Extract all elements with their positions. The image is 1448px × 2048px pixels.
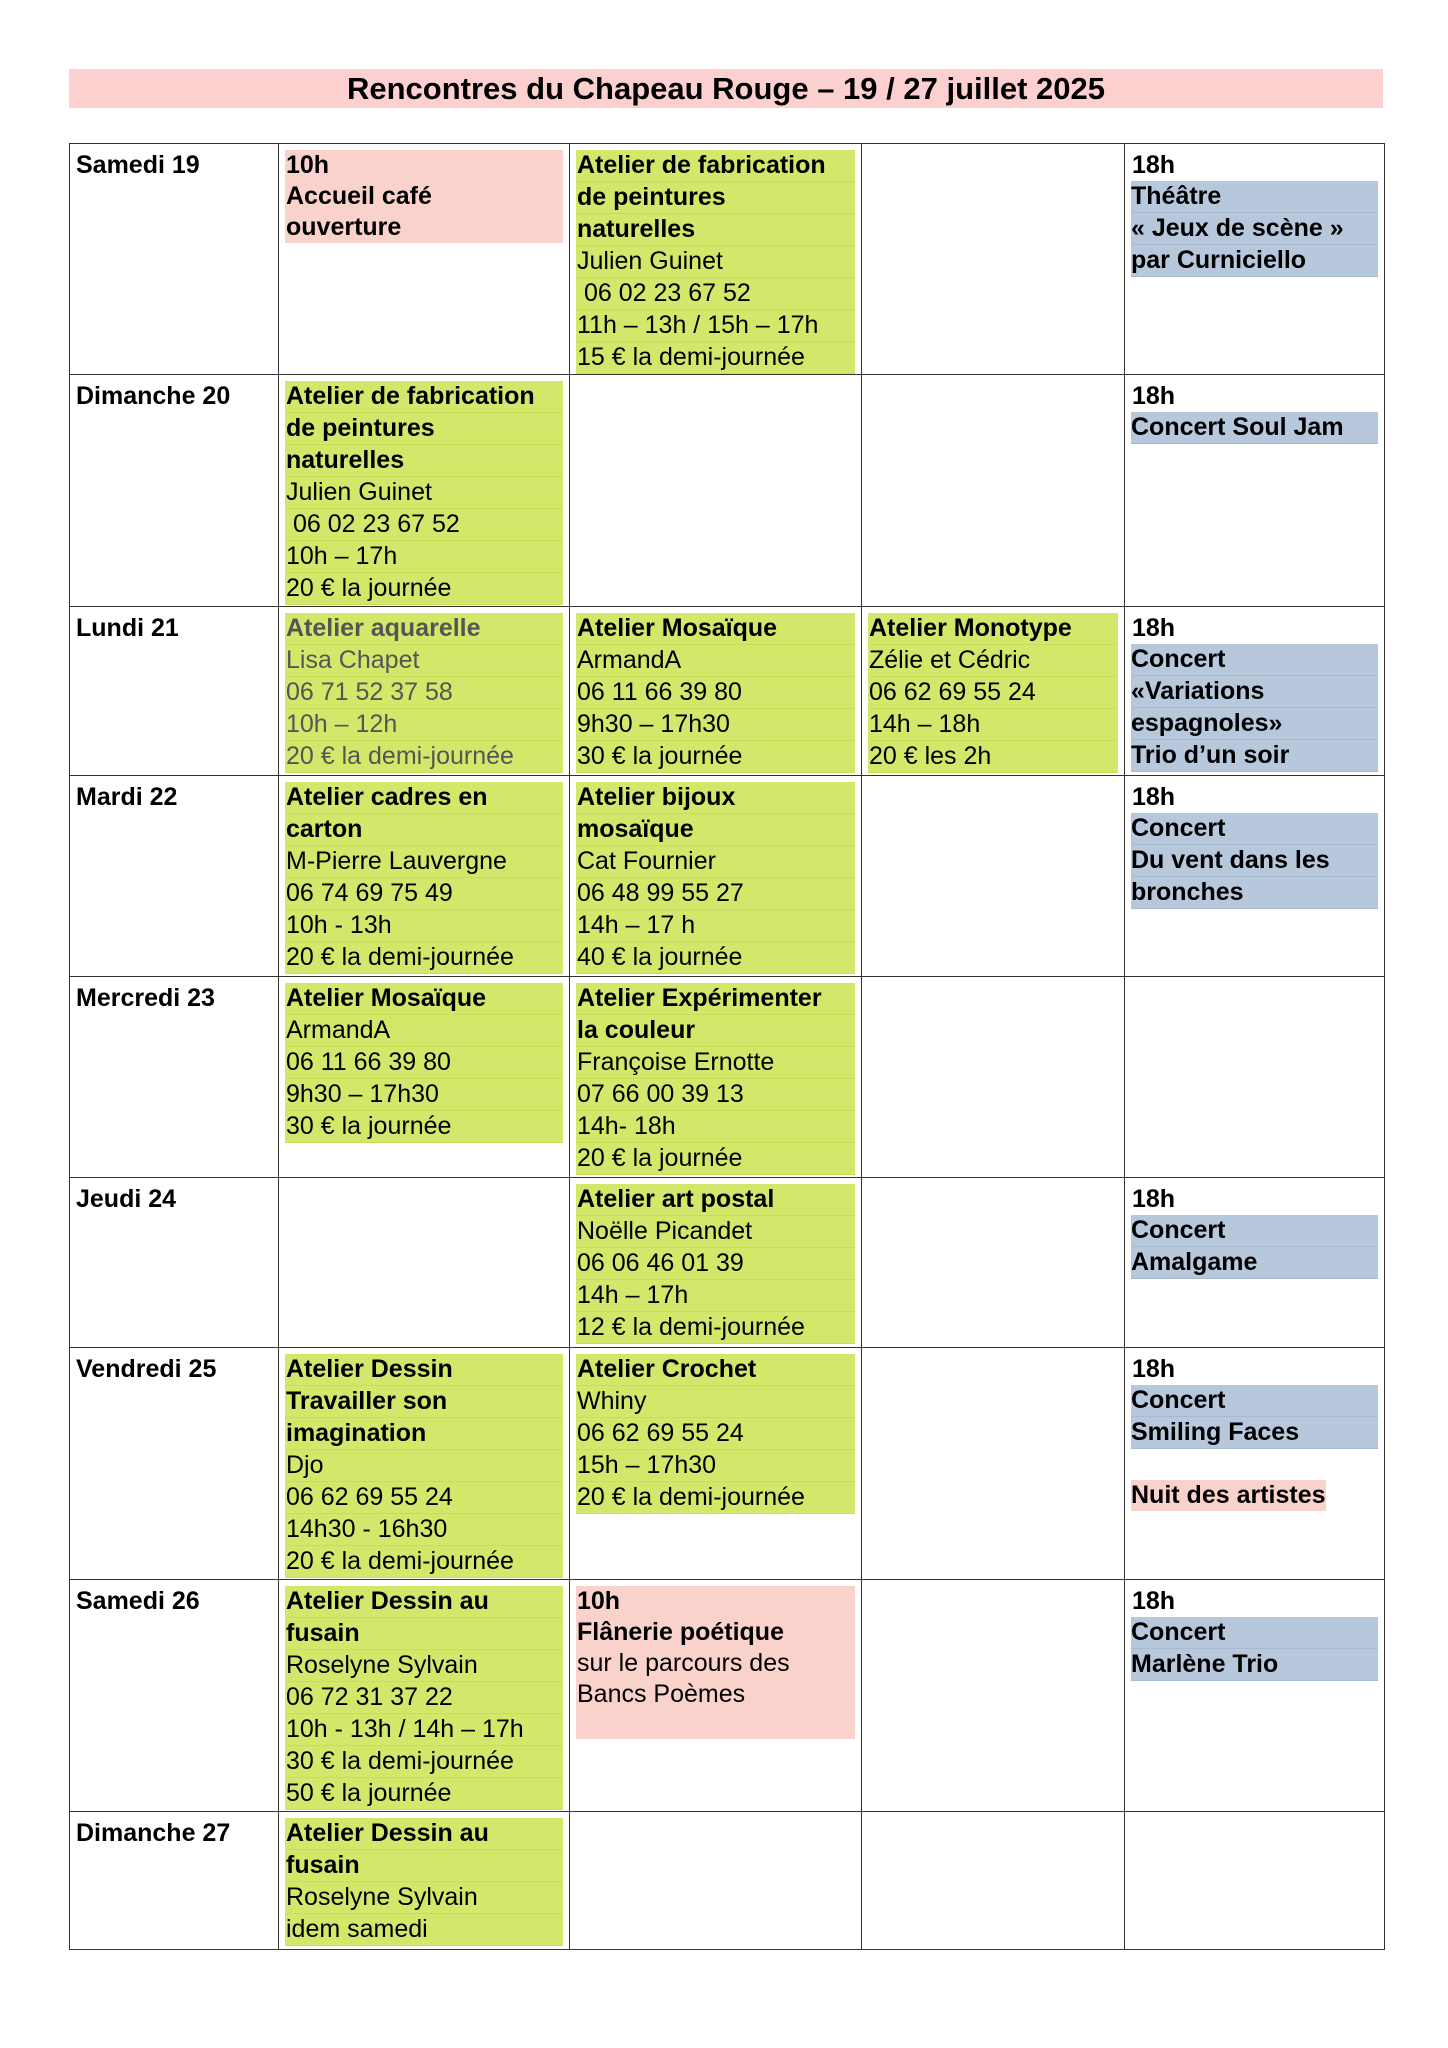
- atelier-title: Atelier Mosaïque: [576, 613, 855, 645]
- page-title: Rencontres du Chapeau Rouge – 19 / 27 juillet 2025: [69, 69, 1383, 108]
- atelier-phone: 06 11 66 39 80: [285, 1047, 563, 1079]
- day-cell: Mercredi 23: [70, 977, 279, 1178]
- atelier-hours: 14h – 17h: [576, 1280, 855, 1312]
- atelier-block: [576, 983, 855, 1175]
- evening-title: bronches: [1131, 877, 1378, 909]
- atelier-phone: 06 62 69 55 24: [868, 677, 1118, 709]
- atelier-title: mosaïque: [576, 814, 855, 846]
- event-time: 10h: [576, 1586, 855, 1617]
- evening-title: Marlène Trio: [1131, 1649, 1378, 1681]
- atelier-host: M-Pierre Lauvergne: [285, 846, 563, 878]
- empty-cell: [862, 1348, 1125, 1580]
- atelier-title: Atelier de fabrication: [576, 150, 855, 182]
- evening-title: Concert: [1131, 1215, 1378, 1247]
- empty-cell: [570, 375, 862, 607]
- atelier-phone: 06 48 99 55 27: [576, 878, 855, 910]
- atelier-title: Atelier Mosaïque: [285, 983, 563, 1015]
- atelier-hours: 15h – 17h30: [576, 1450, 855, 1482]
- evening-cell: [1125, 776, 1385, 977]
- atelier-price: 30 € la journée: [285, 1111, 563, 1143]
- atelier-title: la couleur: [576, 1015, 855, 1047]
- empty-cell: [279, 1178, 570, 1348]
- atelier-price: 20 € la demi-journée: [285, 1546, 563, 1578]
- atelier-title: Atelier Dessin: [285, 1354, 563, 1386]
- atelier-hours: 10h – 12h: [285, 709, 563, 741]
- atelier-hours: 14h30 - 16h30: [285, 1514, 563, 1546]
- table-row: [70, 144, 1385, 375]
- atelier-title: Atelier bijoux: [576, 782, 855, 814]
- evening-title: «Variations: [1131, 676, 1378, 708]
- evening-title: « Jeux de scène »: [1131, 213, 1378, 245]
- schedule-table: [69, 143, 1385, 1950]
- atelier-cell: [279, 1812, 570, 1950]
- evening-time: 18h: [1132, 151, 1176, 179]
- empty-cell: [862, 144, 1125, 375]
- atelier-block: [285, 1586, 563, 1810]
- empty-cell: [862, 977, 1125, 1178]
- evening-time: 18h: [1132, 783, 1176, 811]
- atelier-host: Julien Guinet: [285, 477, 563, 509]
- atelier-block: [285, 782, 563, 974]
- atelier-phone: 06 71 52 37 58: [285, 677, 563, 709]
- atelier-price: 20 € la journée: [576, 1143, 855, 1175]
- atelier-phone: 06 74 69 75 49: [285, 878, 563, 910]
- atelier-price: 20 € la demi-journée: [285, 741, 563, 773]
- atelier-host: Roselyne Sylvain: [285, 1650, 563, 1682]
- atelier-title: Atelier Dessin au: [285, 1586, 563, 1618]
- event-cell: [279, 144, 570, 375]
- empty-cell: [862, 1580, 1125, 1812]
- atelier-phone: 06 02 23 67 52: [576, 278, 855, 310]
- evening-title: Concert Soul Jam: [1131, 412, 1378, 444]
- day-cell: Samedi 26: [70, 1580, 279, 1812]
- day-cell: Vendredi 25: [70, 1348, 279, 1580]
- atelier-block: [285, 381, 563, 605]
- day-cell: Dimanche 27: [70, 1812, 279, 1950]
- table-row: [70, 977, 1385, 1178]
- atelier-title: de peintures: [285, 413, 563, 445]
- spacer: [1131, 1449, 1378, 1480]
- evening-cell: [1125, 1348, 1385, 1580]
- atelier-title: Travailler son: [285, 1386, 563, 1418]
- atelier-block: [576, 613, 855, 773]
- table-row: [70, 1348, 1385, 1580]
- atelier-title: Atelier Monotype: [868, 613, 1118, 645]
- empty-cell: [570, 1812, 862, 1950]
- atelier-hours: 11h – 13h / 15h – 17h: [576, 310, 855, 342]
- evening-title: Théâtre: [1131, 181, 1378, 213]
- atelier-phone: 06 11 66 39 80: [576, 677, 855, 709]
- atelier-cell: [279, 375, 570, 607]
- welcome-event: [285, 150, 563, 243]
- evening-time: 18h: [1132, 382, 1176, 410]
- atelier-title: Atelier Dessin au: [285, 1818, 563, 1850]
- event-cell: [570, 1580, 862, 1812]
- atelier-cell: [570, 607, 862, 776]
- atelier-block: [285, 1354, 563, 1578]
- event-line: Accueil café: [285, 181, 563, 212]
- table-row: [70, 375, 1385, 607]
- evening-time: 18h: [1132, 614, 1176, 642]
- atelier-price: 20 € les 2h: [868, 741, 1118, 773]
- atelier-cell: [862, 607, 1125, 776]
- atelier-hours: 9h30 – 17h30: [285, 1079, 563, 1111]
- evening-title: Smiling Faces: [1131, 1417, 1378, 1449]
- atelier-block: [285, 1818, 563, 1946]
- atelier-cell: [570, 144, 862, 375]
- atelier-title: Atelier Expérimenter: [576, 983, 855, 1015]
- atelier-host: ArmandA: [576, 645, 855, 677]
- event-line: sur le parcours des: [576, 1648, 855, 1679]
- atelier-cell: [279, 977, 570, 1178]
- atelier-phone: 07 66 00 39 13: [576, 1079, 855, 1111]
- evening-title: Concert: [1131, 813, 1378, 845]
- atelier-block: [576, 1354, 855, 1514]
- day-cell: Lundi 21: [70, 607, 279, 776]
- atelier-hours: 9h30 – 17h30: [576, 709, 855, 741]
- event-line: Bancs Poèmes: [576, 1679, 855, 1710]
- nuit-des-artistes: Nuit des artistes: [1131, 1481, 1326, 1509]
- atelier-hours: 10h - 13h / 14h – 17h: [285, 1714, 563, 1746]
- evening-title: Amalgame: [1131, 1247, 1378, 1279]
- atelier-title: Atelier de fabrication: [285, 381, 563, 413]
- event-line: ouverture: [285, 212, 563, 243]
- empty-cell: [1125, 977, 1385, 1178]
- atelier-title: de peintures: [576, 182, 855, 214]
- atelier-title: Atelier aquarelle: [285, 613, 563, 645]
- atelier-hours: 14h- 18h: [576, 1111, 855, 1143]
- atelier-cell: [570, 776, 862, 977]
- atelier-hours: 14h – 18h: [868, 709, 1118, 741]
- poetry-walk-event: [576, 1586, 855, 1739]
- atelier-phone: 06 02 23 67 52: [285, 509, 563, 541]
- evening-cell: [1125, 607, 1385, 776]
- table-row: [70, 607, 1385, 776]
- day-cell: Mardi 22: [70, 776, 279, 977]
- event-time: 10h: [285, 150, 563, 181]
- atelier-price: 20 € la journée: [285, 573, 563, 605]
- atelier-phone: 06 62 69 55 24: [576, 1418, 855, 1450]
- evening-cell: [1125, 1178, 1385, 1348]
- atelier-cell: [570, 1348, 862, 1580]
- atelier-block: [285, 613, 563, 773]
- table-row: [70, 1178, 1385, 1348]
- evening-title: Concert: [1131, 1385, 1378, 1417]
- day-cell: Dimanche 20: [70, 375, 279, 607]
- atelier-price: 30 € la demi-journée: [285, 1746, 563, 1778]
- atelier-title: imagination: [285, 1418, 563, 1450]
- atelier-phone: 06 06 46 01 39: [576, 1248, 855, 1280]
- atelier-host: Whiny: [576, 1386, 855, 1418]
- day-cell: Jeudi 24: [70, 1178, 279, 1348]
- atelier-title: naturelles: [285, 445, 563, 477]
- table-row: [70, 1812, 1385, 1950]
- atelier-cell: [279, 607, 570, 776]
- atelier-price: 50 € la journée: [285, 1778, 563, 1810]
- atelier-price: 15 € la demi-journée: [576, 342, 855, 374]
- evening-title: espagnoles»: [1131, 708, 1378, 740]
- atelier-cell: [570, 977, 862, 1178]
- atelier-phone: 06 62 69 55 24: [285, 1482, 563, 1514]
- atelier-title: Atelier art postal: [576, 1184, 855, 1216]
- table-row: [70, 1580, 1385, 1812]
- atelier-block: [285, 983, 563, 1143]
- atelier-hours: 14h – 17 h: [576, 910, 855, 942]
- atelier-host: Lisa Chapet: [285, 645, 563, 677]
- atelier-host: ArmandA: [285, 1015, 563, 1047]
- empty-cell: [1125, 1812, 1385, 1950]
- empty-cell: [862, 1178, 1125, 1348]
- evening-cell: [1125, 375, 1385, 607]
- atelier-phone: 06 72 31 37 22: [285, 1682, 563, 1714]
- atelier-host: Françoise Ernotte: [576, 1047, 855, 1079]
- atelier-price: 12 € la demi-journée: [576, 1312, 855, 1344]
- evening-time: 18h: [1132, 1587, 1176, 1615]
- atelier-title: fusain: [285, 1618, 563, 1650]
- evening-time: 18h: [1132, 1355, 1176, 1383]
- atelier-title: Atelier cadres en: [285, 782, 563, 814]
- atelier-host: Cat Fournier: [576, 846, 855, 878]
- atelier-block: [576, 1184, 855, 1344]
- atelier-cell: [279, 776, 570, 977]
- atelier-cell: [279, 1580, 570, 1812]
- atelier-host: Roselyne Sylvain: [285, 1882, 563, 1914]
- empty-cell: [862, 776, 1125, 977]
- atelier-hours: 10h - 13h: [285, 910, 563, 942]
- evening-cell: [1125, 144, 1385, 375]
- atelier-cell: [279, 1348, 570, 1580]
- evening-title: Du vent dans les: [1131, 845, 1378, 877]
- atelier-price: 30 € la journée: [576, 741, 855, 773]
- atelier-hours: 10h – 17h: [285, 541, 563, 573]
- atelier-price: 20 € la demi-journée: [576, 1482, 855, 1514]
- atelier-host: Zélie et Cédric: [868, 645, 1118, 677]
- empty-cell: [862, 1812, 1125, 1950]
- atelier-title: naturelles: [576, 214, 855, 246]
- atelier-block: [576, 150, 855, 374]
- event-title: Flânerie poétique: [576, 1617, 855, 1648]
- evening-title: par Curniciello: [1131, 245, 1378, 277]
- evening-title: Concert: [1131, 1617, 1378, 1649]
- evening-title: Trio d’un soir: [1131, 740, 1378, 772]
- atelier-cell: [570, 1178, 862, 1348]
- atelier-price: 40 € la journée: [576, 942, 855, 974]
- empty-cell: [862, 375, 1125, 607]
- atelier-host: Djo: [285, 1450, 563, 1482]
- atelier-note: idem samedi: [285, 1914, 563, 1946]
- atelier-price: 20 € la demi-journée: [285, 942, 563, 974]
- day-cell: Samedi 19: [70, 144, 279, 375]
- table-row: [70, 776, 1385, 977]
- atelier-title: Atelier Crochet: [576, 1354, 855, 1386]
- atelier-title: carton: [285, 814, 563, 846]
- atelier-host: Noëlle Picandet: [576, 1216, 855, 1248]
- evening-title: Concert: [1131, 644, 1378, 676]
- atelier-title: fusain: [285, 1850, 563, 1882]
- atelier-host: Julien Guinet: [576, 246, 855, 278]
- evening-cell: [1125, 1580, 1385, 1812]
- evening-time: 18h: [1132, 1185, 1176, 1213]
- atelier-block: [576, 782, 855, 974]
- atelier-block: [868, 613, 1118, 773]
